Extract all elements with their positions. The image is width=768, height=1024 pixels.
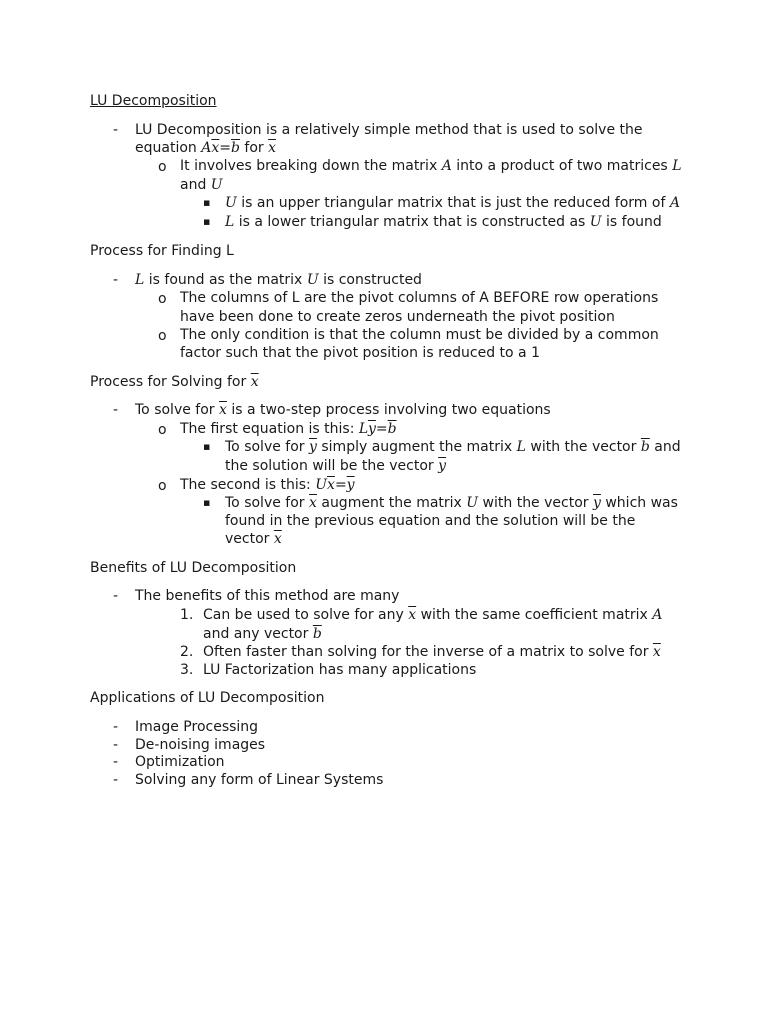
heading-benefits: Benefits of LU Decomposition (90, 560, 297, 576)
benefit-1-line1: Can be used to solve for any $\overline{x}$ with the same coefficient matrix A (203, 607, 663, 623)
list-number: 3. (180, 662, 194, 678)
finding-sub1-line2: have been done to create zeros underneath the pivot position (180, 309, 615, 325)
square-bullet: ▪ (203, 215, 211, 228)
benefit-1-line2: and any vector $\overline{b}$ (203, 626, 322, 642)
finding-sub1-line1: The columns of L are the pivot columns of A BEFORE row operations (180, 290, 659, 306)
benefit-3: LU Factorization has many applications (203, 662, 477, 678)
list-number: 1. (180, 607, 194, 623)
lu-point-lower: L is a lower triangular matrix that is constructed as U is found (225, 214, 662, 230)
application-item: De-noising images (135, 737, 266, 753)
lu-intro-line-2: equation $A\overline{x}=\overline{b}$ for $\overline{x}$ (135, 140, 277, 156)
circle-bullet: o (158, 159, 167, 175)
lu-sub-line-1: It involves breaking down the matrix A into a product of two matrices L (180, 158, 682, 174)
square-bullet: ▪ (203, 496, 211, 509)
dash-bullet: - (113, 122, 119, 138)
square-bullet: ▪ (203, 440, 211, 453)
benefit-2: Often faster than solving for the inverse of a matrix to solve for $\overline{x}$ (203, 644, 661, 660)
benefits-intro: The benefits of this method are many (135, 588, 400, 604)
dash-bullet: - (113, 754, 119, 770)
heading-finding-l: Process for Finding L (90, 243, 234, 259)
solving-intro: To solve for $\overline{x}$ is a two-step process involving two equations (135, 402, 551, 418)
lu-sub-line-2: and U (180, 177, 223, 193)
square-bullet: ▪ (203, 196, 211, 209)
lu-intro-line-1: LU Decomposition is a relatively simple method that is used to solve the (135, 122, 643, 138)
finding-intro: L is found as the matrix U is constructed (135, 272, 422, 288)
circle-bullet: o (158, 291, 167, 307)
heading-applications: Applications of LU Decomposition (90, 690, 325, 706)
finding-sub2-line1: The only condition is that the column must be divided by a common (180, 327, 659, 343)
circle-bullet: o (158, 478, 167, 494)
heading-solving-x: Process for Solving for $\overline{x}$ (90, 374, 259, 390)
solving-second-step-line2: found in the previous equation and the solution will be the (225, 513, 636, 529)
application-item: Image Processing (135, 719, 259, 735)
dash-bullet: - (113, 772, 119, 788)
dash-bullet: - (113, 588, 119, 604)
dash-bullet: - (113, 272, 119, 288)
application-item: Optimization (135, 754, 225, 770)
solving-second-step-line1: To solve for $\overline{x}$ augment the matrix U with the vector $\overline{y}$ which was (225, 495, 678, 511)
dash-bullet: - (113, 737, 119, 753)
solving-first-step-line2: the solution will be the vector $\overline{y}$ (225, 458, 447, 474)
circle-bullet: o (158, 328, 167, 344)
dash-bullet: - (113, 402, 119, 418)
dash-bullet: - (113, 719, 119, 735)
solving-first-step-line1: To solve for $\overline{y}$ simply augment the matrix L with the vector $\overline{b}$ and (225, 439, 681, 455)
circle-bullet: o (158, 422, 167, 438)
solving-first-equation: The first equation is this: $L\overline{y}=\overline{b}$ (180, 421, 397, 437)
application-item: Solving any form of Linear Systems (135, 772, 384, 788)
solving-second-step-line3: vector $\overline{x}$ (225, 531, 282, 547)
list-number: 2. (180, 644, 194, 660)
solving-second-equation: The second is this: $U\overline{x}=\overline{y}$ (180, 477, 355, 493)
lu-point-upper: U is an upper triangular matrix that is just the reduced form of A (225, 195, 680, 211)
heading-lu-decomposition: LU Decomposition (90, 93, 217, 109)
finding-sub2-line2: factor such that the pivot position is reduced to a 1 (180, 345, 540, 361)
